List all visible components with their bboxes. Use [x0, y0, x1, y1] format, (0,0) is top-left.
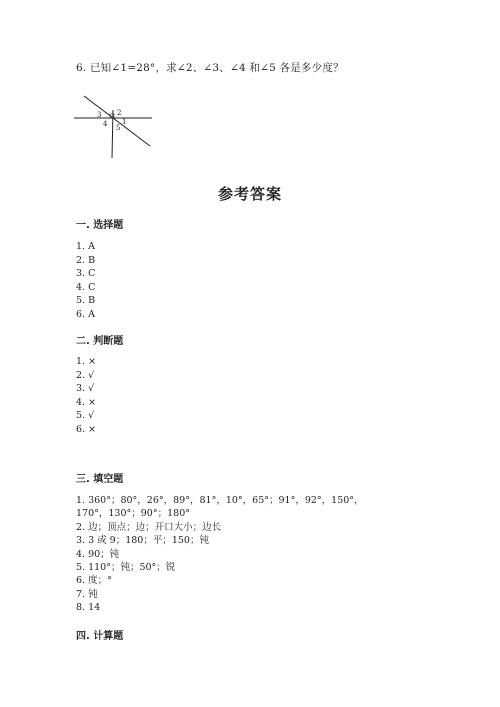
list-item: 7. 钝: [76, 588, 98, 600]
choice-answer-list: [76, 240, 95, 322]
angle-label-2: 2: [117, 109, 122, 117]
list-item: 5. √: [76, 410, 95, 422]
list-item: 6. 度；°: [76, 575, 112, 587]
list-item: 2. 边；顶点；边；开口大小；边长: [76, 521, 222, 533]
list-item: 5. B: [76, 295, 96, 307]
list-item: 8. 14: [76, 602, 101, 614]
section-calc-title: 四. 计算题: [76, 631, 124, 642]
list-item: 3. √: [76, 383, 95, 395]
list-item: 170°，130°；90°；180°: [76, 508, 190, 520]
angle-figure: [74, 92, 158, 162]
list-item: 4. ×: [76, 396, 97, 408]
angle-diagram: [74, 92, 158, 162]
diagonal-line: [84, 96, 150, 146]
list-item: 4. C: [76, 281, 96, 293]
list-item: 1. 360°；80°，26°，89°，81°，10°，65°；91°，92°，150°，: [76, 495, 364, 506]
fill-answer-list: [76, 494, 364, 615]
list-item: 2. √: [76, 369, 95, 381]
angle-label-4: 4: [103, 120, 108, 128]
list-item: 1. ×: [76, 356, 97, 367]
list-item: 6. A: [76, 308, 95, 320]
judge-answer-list: [76, 355, 96, 437]
list-item: 3. 3 或 9；180；平；150；钝: [76, 535, 209, 547]
answers-title: 参考答案: [217, 185, 282, 203]
angle-label-3: 3: [97, 111, 102, 119]
angle-label-5: 5: [116, 124, 121, 132]
list-item: 4. 90；钝: [76, 548, 120, 560]
list-item: 3. C: [76, 268, 96, 280]
list-item: 2. B: [76, 254, 96, 266]
question-6-text: 6. 已知∠1=28°，求∠2、∠3、∠4 和∠5 各是多少度？: [76, 62, 344, 74]
section-choice-title: 一. 选择题: [76, 220, 124, 231]
section-judge-title: 二. 判断题: [76, 336, 124, 347]
section-fill-title: 三. 填空题: [76, 474, 124, 485]
list-item: 1. A: [76, 241, 95, 252]
list-item: 6. ×: [76, 423, 97, 435]
list-item: 5. 110°；钝；50°；锐: [76, 562, 176, 574]
angle-label-1: 1: [122, 118, 127, 126]
